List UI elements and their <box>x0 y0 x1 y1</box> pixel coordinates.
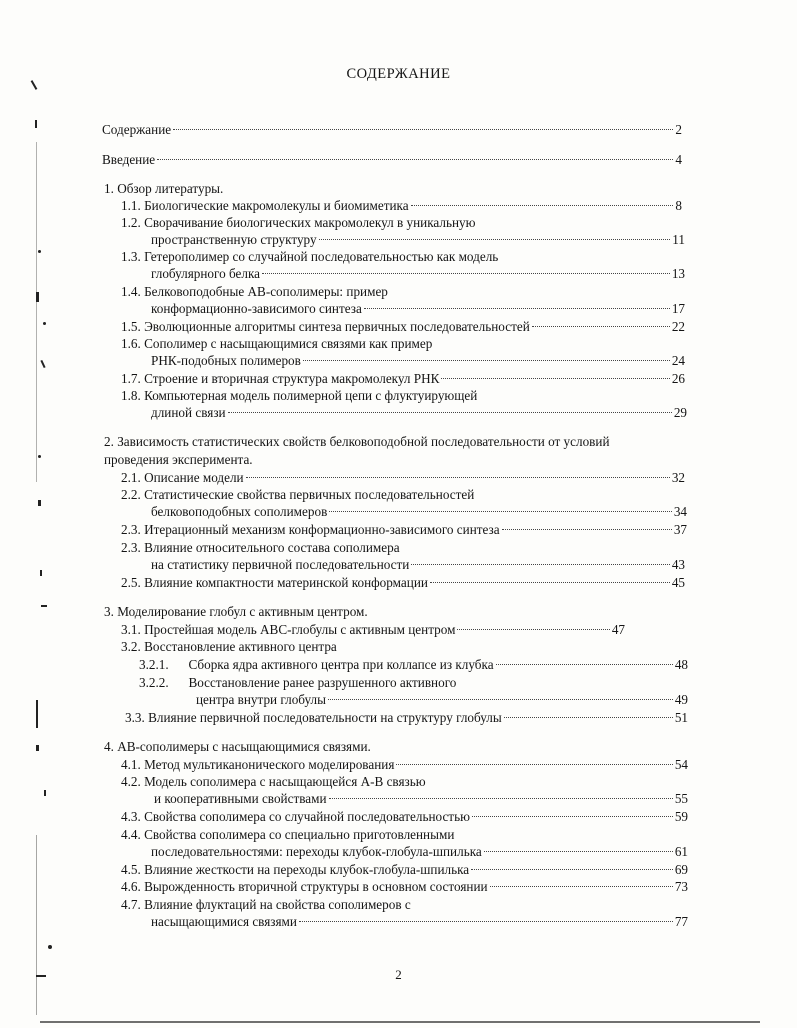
toc-entry: 3.3. Влияние первичной последовательности на структуру глобулы 51 <box>125 710 688 725</box>
toc-entry: 2.3. Итерационный механизм конформационно-зависимого синтеза 37 <box>121 522 687 537</box>
toc-entry: 3.2. Восстановление активного центра <box>121 639 337 654</box>
scan-mark <box>36 292 39 302</box>
toc-entry-continuation: пространственную структуру 11 <box>151 232 685 247</box>
scan-mark <box>38 455 41 458</box>
scan-mark <box>36 700 38 728</box>
scan-mark <box>36 142 37 482</box>
page-number: 2 <box>395 967 402 982</box>
toc-subentry: 3.2.1. Сборка ядра активного центра при коллапсе из клубка 48 <box>139 657 688 672</box>
scan-mark <box>35 120 37 128</box>
toc-section-heading: 3. Моделирование глобул с активным центром. <box>104 604 368 619</box>
toc-entry-continuation: белковоподобных сополимеров 34 <box>151 504 687 519</box>
scan-mark <box>40 570 42 576</box>
scan-mark <box>36 745 39 751</box>
toc-entry: 3.1. Простейшая модель ABC-глобулы с активным центром 47 <box>121 622 625 637</box>
toc-entry-continuation: на статистику первичной последовательности 43 <box>151 557 685 572</box>
toc-entry-continuation: конформационно-зависимого синтеза 17 <box>151 301 685 316</box>
toc-entry: 4.2. Модель сополимера с насыщающейся А-В связью <box>121 774 426 789</box>
scan-mark <box>48 945 52 949</box>
page-title: СОДЕРЖАНИЕ <box>346 66 451 82</box>
toc-entry: 1.5. Эволюционные алгоритмы синтеза первичных последовательностей 22 <box>121 319 685 334</box>
toc-entry: 1.4. Белковоподобные АВ-сополимеры: пример <box>121 284 388 299</box>
toc-entry: 2.1. Описание модели 32 <box>121 470 685 485</box>
toc-entry: 4.6. Вырожденность вторичной структуры в основном состоянии 73 <box>121 879 688 894</box>
toc-section-heading: проведения эксперимента. <box>104 452 253 467</box>
toc-entry: 4.5. Влияние жесткости на переходы клубок-глобула-шпилька 69 <box>121 862 688 877</box>
toc-entry: 1.1. Биологические макромолекулы и биомиметика 8 <box>121 198 682 213</box>
toc-entry: 1.7. Строение и вторичная структура макромолекул РНК 26 <box>121 371 685 386</box>
toc-section-heading: 4. АВ-сополимеры с насыщающимися связями. <box>104 739 371 754</box>
scan-mark <box>38 500 41 506</box>
toc-entry: 4.3. Свойства сополимера со случайной последовательностью 59 <box>121 809 688 824</box>
toc-section-heading: 2. Зависимость статистических свойств белковоподобной последовательности от условий <box>104 434 610 449</box>
toc-entry: 1.3. Гетерополимер со случайной последовательностью как модель <box>121 249 499 264</box>
toc-entry: 2.2. Статистические свойства первичных последовательностей <box>121 487 475 502</box>
toc-entry: Введение 4 <box>102 152 682 167</box>
toc-entry: 4.7. Влияние флуктаций на свойства сополимеров с <box>121 897 411 912</box>
toc-section-heading: 1. Обзор литературы. <box>104 181 224 196</box>
toc-entry-continuation: центра внутри глобулы 49 <box>196 692 688 707</box>
scan-mark <box>38 250 41 253</box>
toc-entry: Содержание 2 <box>102 122 682 137</box>
toc-entry: 1.2. Сворачивание биологических макромолекул в уникальную <box>121 215 476 230</box>
toc-entry-continuation: последовательностями: переходы клубок-глобула-шпилька 61 <box>151 844 688 859</box>
scan-mark <box>43 322 46 325</box>
toc-subentry: 3.2.2. Восстановление ранее разрушенного активного <box>139 675 457 690</box>
toc-entry: 1.8. Компьютерная модель полимерной цепи с флуктуирующей <box>121 388 478 403</box>
scan-bottom-edge <box>40 1021 760 1023</box>
toc-entry-continuation: длиной связи 29 <box>151 405 687 420</box>
scan-mark <box>36 835 37 1015</box>
toc-entry-continuation: РНК-подобных полимеров 24 <box>151 353 685 368</box>
toc-entry-continuation: глобулярного белка 13 <box>151 266 685 281</box>
toc-entry-continuation: насыщающимися связями 77 <box>151 914 688 929</box>
scan-mark <box>41 605 47 607</box>
toc-entry: 2.5. Влияние компактности материнской конформации 45 <box>121 575 685 590</box>
toc-entry: 4.4. Свойства сополимера со специально приготовленными <box>121 827 455 842</box>
scan-mark <box>44 790 46 796</box>
toc-entry: 4.1. Метод мультиканонического моделирования 54 <box>121 757 688 772</box>
toc-entry-continuation: и кооперативными свойствами 55 <box>154 791 688 806</box>
toc-entry: 2.3. Влияние относительного состава сополимера <box>121 540 400 555</box>
scan-mark <box>40 360 45 368</box>
scan-mark <box>36 975 46 977</box>
toc-entry: 1.6. Сополимер с насыщающимися связями как пример <box>121 336 433 351</box>
